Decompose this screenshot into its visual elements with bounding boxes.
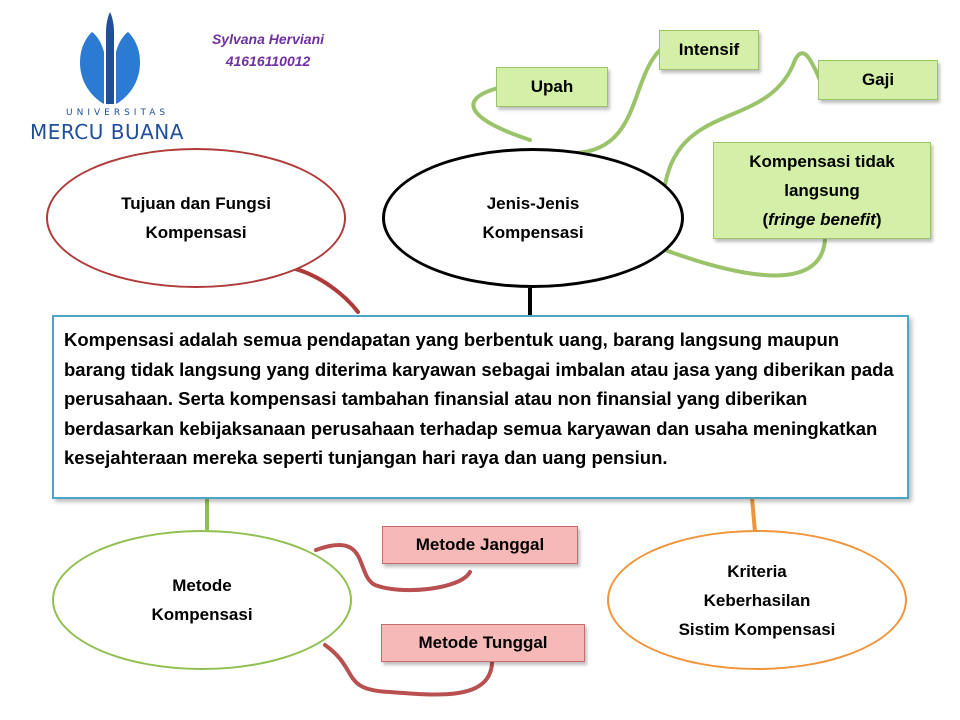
fringe-benefit-term: fringe benefit bbox=[768, 210, 876, 229]
node-tujuan-label: Tujuan dan Fungsi Kompensasi bbox=[121, 194, 271, 242]
node-metode-label: Metode Kompensasi bbox=[151, 576, 253, 624]
definition-box bbox=[52, 315, 909, 499]
university-logo bbox=[22, 12, 202, 147]
method-janggal-label: Metode Janggal bbox=[415, 535, 545, 554]
connector-tujuan-definition bbox=[292, 268, 358, 312]
node-kriteria bbox=[607, 530, 907, 670]
definition-text: Kompensasi adalah semua pendapatan yang berbentuk uang, barang langsung maupun barang tidak langsung yang diterima karyawan sebagai imbalan atau jasa yang diberikan pada perusahaan. Serta kompensasi tambahan finansial atau non finansial yang diberikan berdasarkan kebijaksanaan perusahaan terhadap semua karyawan dan usaha meningkatkan kesejahteraan mereka seperti tunjangan hari raya dan uang pensiun. bbox=[64, 329, 894, 468]
type-gaji-label: Gaji bbox=[861, 70, 895, 89]
type-fringe-line3: (fringe benefit) bbox=[762, 210, 882, 229]
connector-jenis-fringe bbox=[665, 240, 825, 275]
type-fringe-line1: Kompensasi tidak bbox=[749, 152, 895, 171]
method-janggal bbox=[382, 526, 578, 564]
logo-emblem-icon bbox=[78, 12, 142, 108]
author-name: Sylvana Herviani bbox=[211, 31, 325, 47]
node-tujuan bbox=[46, 148, 346, 288]
type-intensif-label: Intensif bbox=[678, 40, 740, 59]
connector-definition-kriteria bbox=[752, 498, 755, 532]
type-fringe bbox=[713, 142, 931, 239]
author-block bbox=[198, 28, 338, 72]
type-upah-label: Upah bbox=[530, 77, 574, 96]
type-gaji bbox=[818, 60, 938, 100]
type-intensif bbox=[659, 30, 759, 70]
node-jenis-label: Jenis-Jenis Kompensasi bbox=[482, 194, 584, 242]
method-tunggal-label: Metode Tunggal bbox=[418, 633, 548, 652]
type-fringe-line2: langsung bbox=[784, 181, 860, 200]
author-id: 41616110012 bbox=[225, 53, 311, 69]
node-metode bbox=[52, 530, 352, 670]
node-kriteria-label: Kriteria Keberhasilan Sistim Kompensasi bbox=[678, 561, 836, 639]
logo-brand-text: MERCU BUANA bbox=[30, 120, 184, 144]
logo-universitas-text: UNIVERSITAS bbox=[66, 108, 170, 118]
type-upah bbox=[496, 67, 608, 107]
method-tunggal bbox=[381, 624, 585, 662]
node-jenis bbox=[382, 148, 684, 288]
